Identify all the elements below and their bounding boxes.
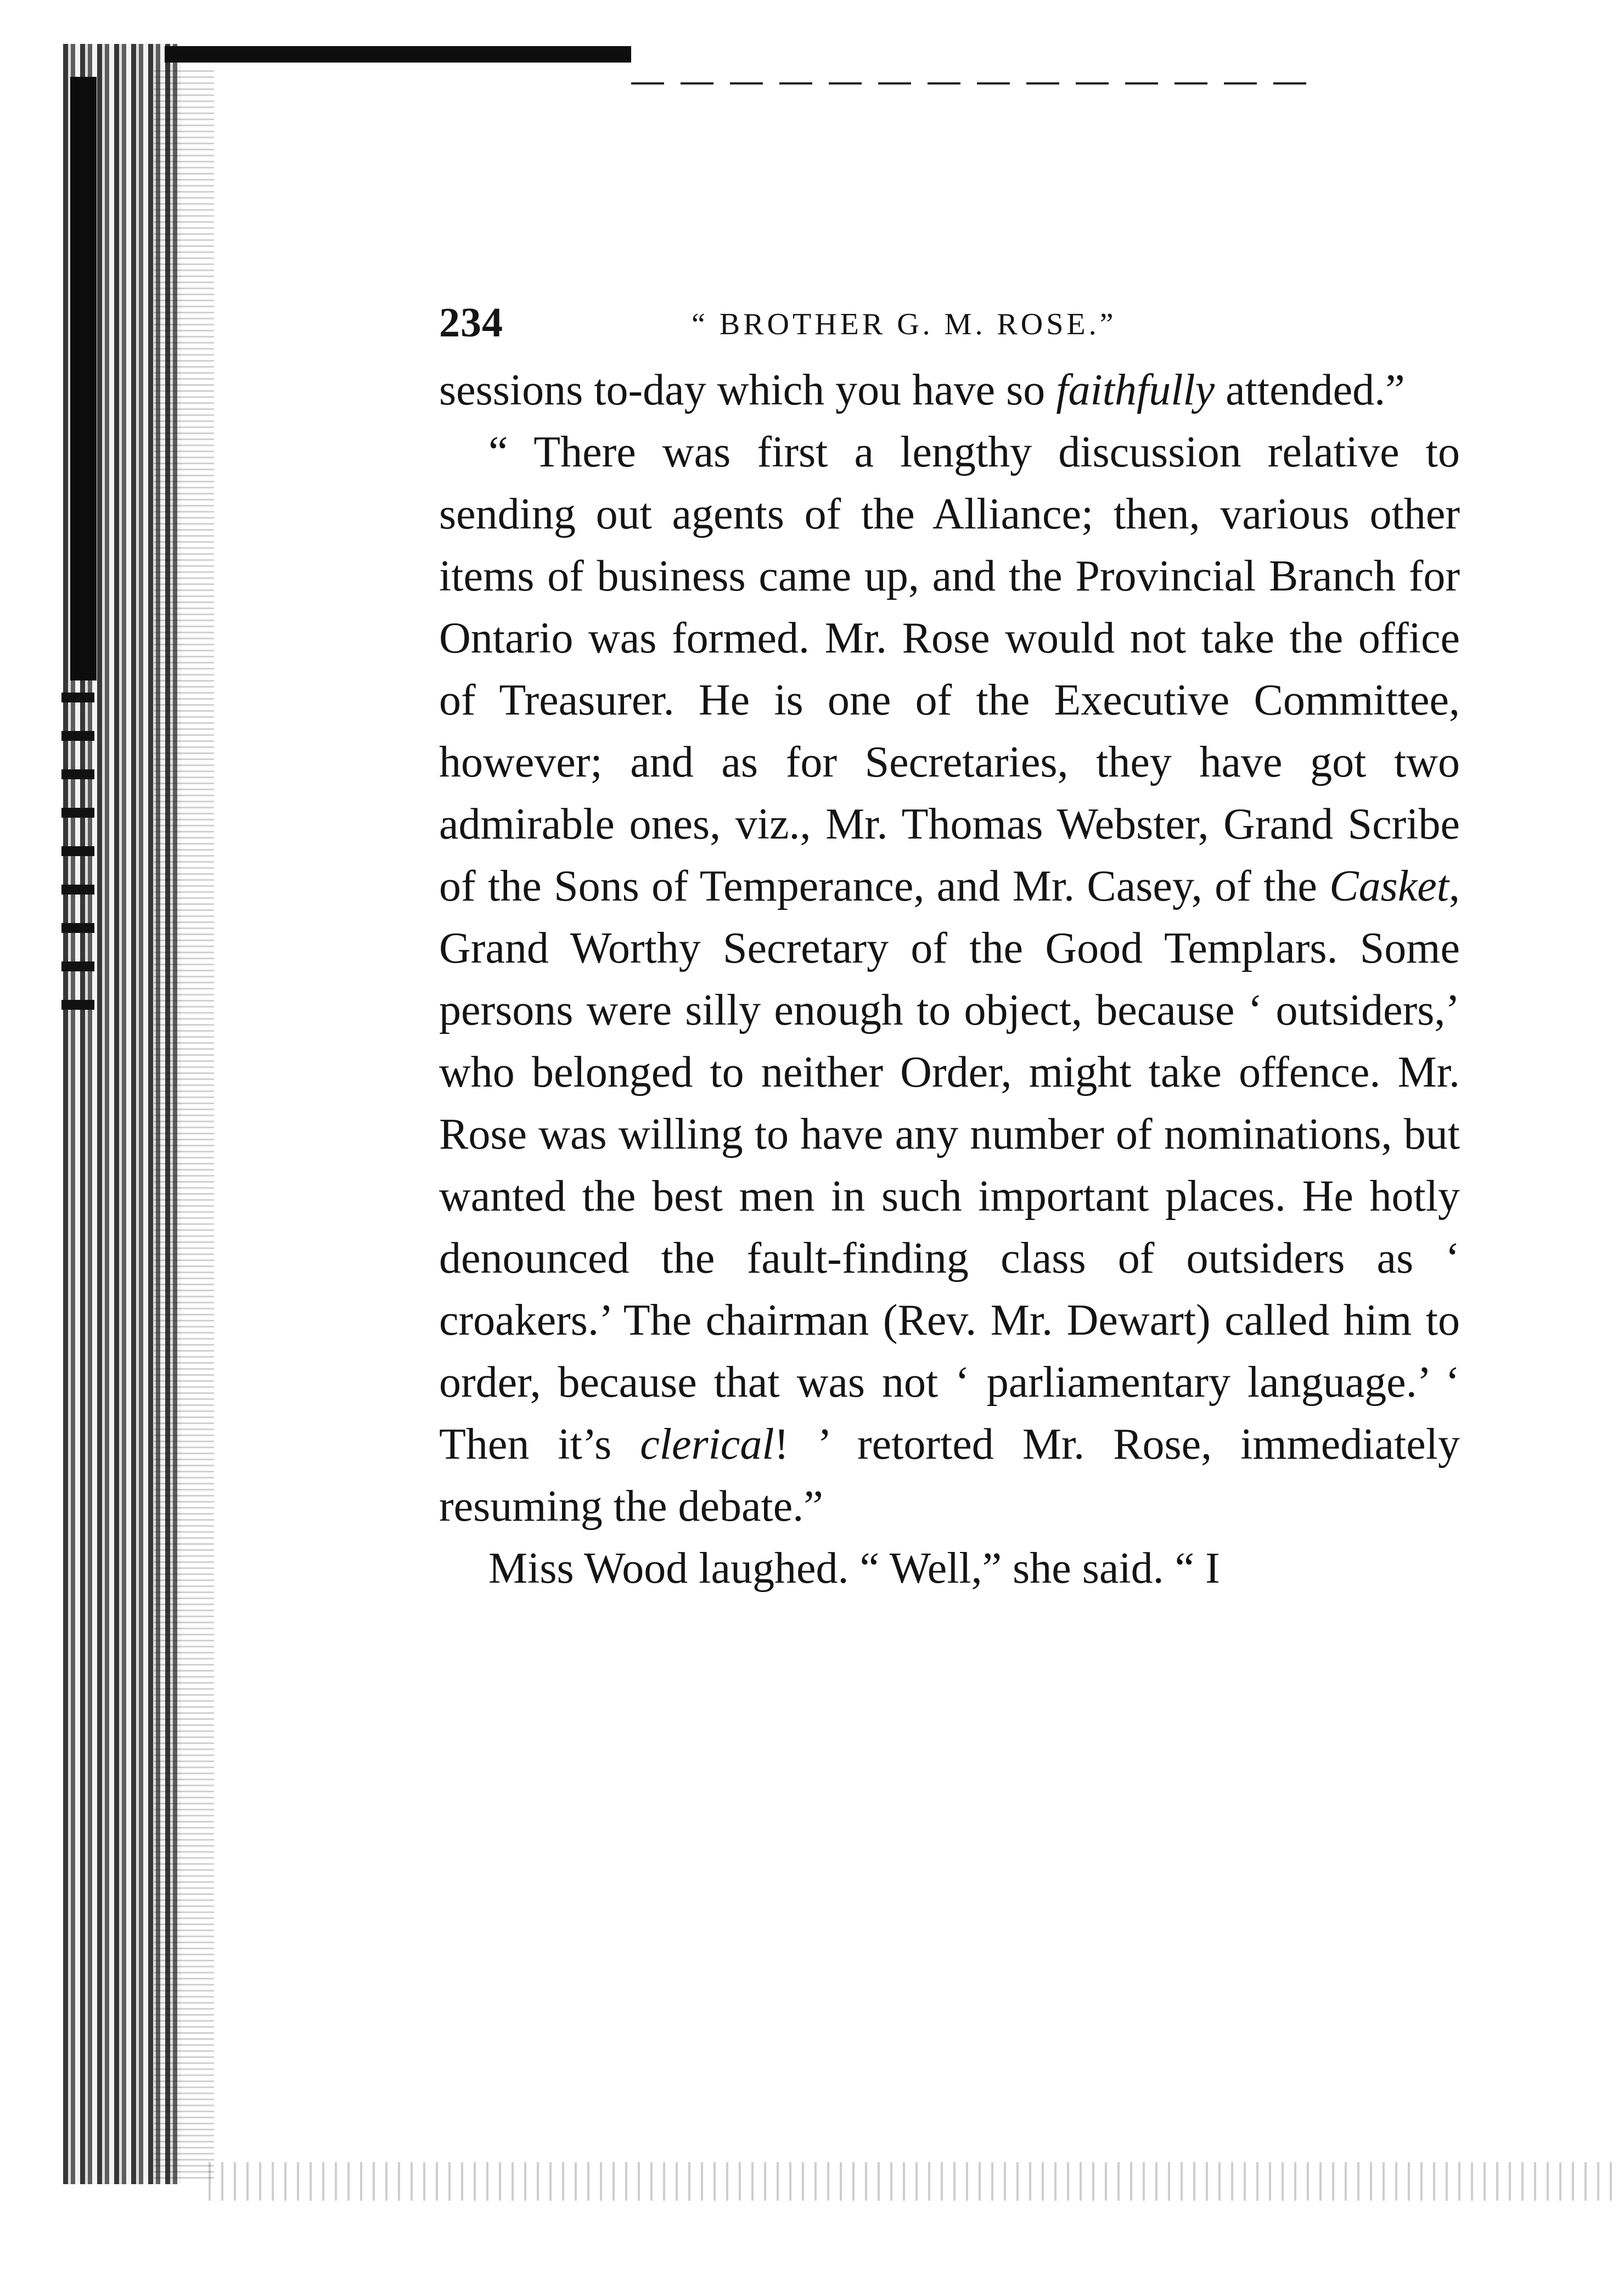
scan-top-rule	[165, 46, 631, 63]
italic-run: Casket	[1329, 862, 1449, 910]
paragraph-3	[439, 1538, 1460, 1600]
text-run: Miss Wood laughed. “ Well,” she said. “ I	[488, 1544, 1220, 1593]
book-page	[439, 299, 1460, 1600]
text-run: attended.”	[1215, 366, 1405, 414]
scan-edge-marks	[61, 680, 94, 1010]
text-run: sessions to-day which you have so	[439, 366, 1057, 414]
body-text	[439, 359, 1460, 1600]
paragraph-2	[439, 421, 1460, 1538]
scan-edge-bar	[70, 77, 97, 680]
running-head	[439, 299, 1460, 359]
binding-speckle	[154, 66, 214, 2179]
text-run: ! ’ retorted Mr. Rose, immediately resuming the debate.”	[439, 1420, 1460, 1531]
italic-run: faithfully	[1056, 366, 1215, 414]
scan-bottom-noise	[209, 2162, 1614, 2201]
text-run: , Grand Worthy Secretary of the Good Templars. Some persons were silly enough to object, because ‘ outsiders,’ who belonged to neither Order, might take offence. Mr. Rose was willing to have any number of nominations, but wanted the best men in such important places. He hotly denounced the fault-finding class of outsiders as ‘ croakers.’ The chairman (Rev. Mr. Dewart) called him to order, because that was not ‘ parliamentary language.’ ‘ Then it’s	[439, 862, 1460, 1469]
running-title: “ BROTHER G. M. ROSE.”	[692, 307, 1117, 341]
italic-run: clerical	[640, 1420, 774, 1469]
page-number: 234	[439, 300, 503, 346]
scan-top-dashes	[631, 82, 1317, 85]
paragraph-1	[439, 359, 1460, 421]
text-run: “ There was first a lengthy discussion relative to sending out agents of the Alliance; then, various other items of business came up, and the Provincial Branch for Ontario was formed. Mr. Rose would not take the office of Treasurer. He is one of the Executive Committee, however; and as for Secretaries, they have got two admirable ones, viz., Mr. Thomas Webster, Grand Scribe of the Sons of Temperance, and Mr. Casey, of the	[439, 428, 1460, 910]
